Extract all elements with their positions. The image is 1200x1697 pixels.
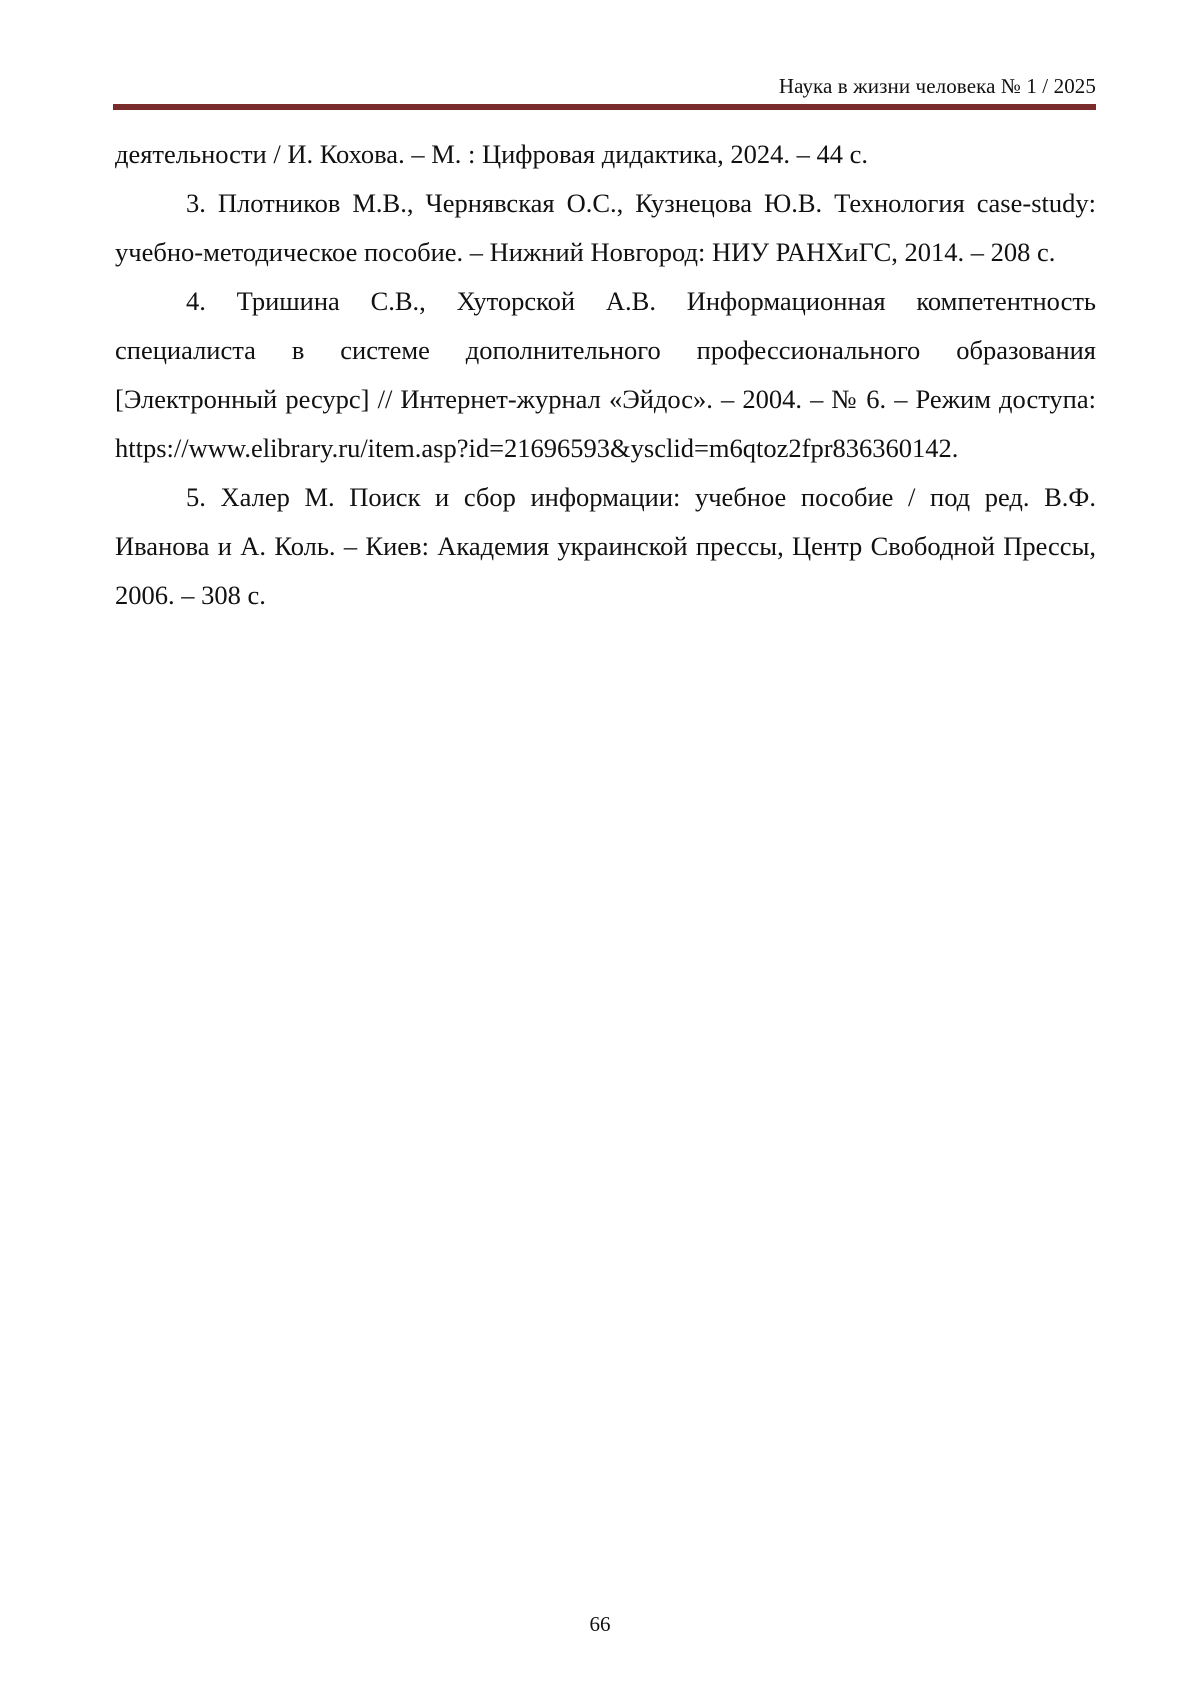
running-header: Наука в жизни человека № 1 / 2025: [778, 74, 1096, 98]
reference-item-3: 3. Плотников М.В., Чернявская О.С., Кузнецова Ю.В. Технология case-study: учебно-методическое пособие. – Нижний Новгород: НИУ РАНХиГС, 2014. – 208 с.: [115, 188, 1096, 267]
reference-item-4: 4. Тришина С.В., Хуторской А.В. Информационная компетентность специалиста в системе дополнительного профессионального образования [Электронный ресурс] // Интернет-журнал «Эйдос». – 2004. – № 6. – Режим доступа: https://www.elibrary.ru/item.asp?id=21696593&ysclid=m6qtoz2fpr836360142.: [115, 286, 1096, 463]
header-rule: [113, 104, 1096, 110]
page-number: 66: [589, 1612, 611, 1636]
reference-list: [115, 130, 1096, 620]
reference-item-continued: деятельности / И. Кохова. – М. : Цифровая дидактика, 2024. – 44 с.: [115, 139, 869, 169]
reference-item-5: 5. Халер М. Поиск и сбор информации: учебное пособие / под ред. В.Ф. Иванова и А. Коль. – Киев: Академия украинской прессы, Центр Свободной Прессы, 2006. – 308 с.: [115, 482, 1096, 610]
